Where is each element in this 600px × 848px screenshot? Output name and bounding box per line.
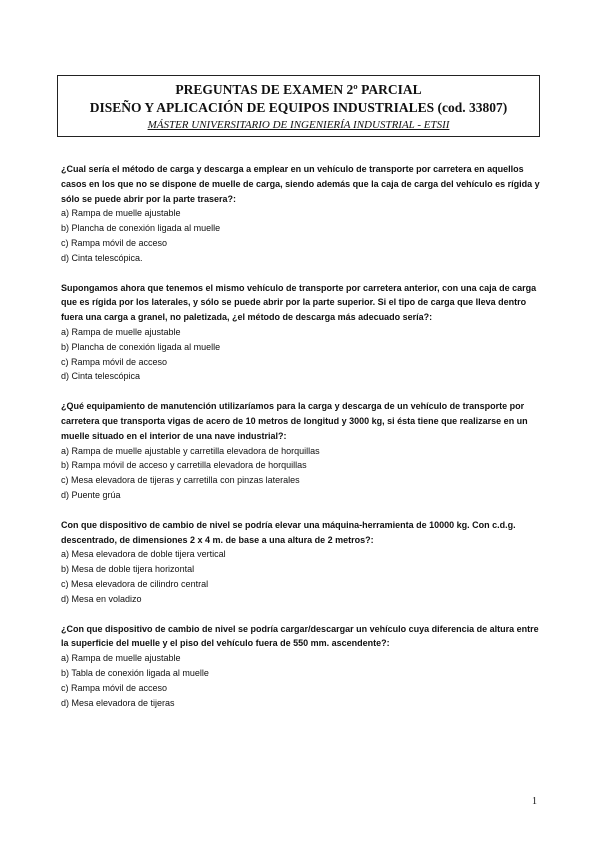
option-a: a) Rampa de muelle ajustable [61, 326, 181, 337]
question-1 [61, 162, 543, 266]
question-text: Con que dispositivo de cambio de nivel se podría elevar una máquina-herramienta de 10000 kg. Con c.d.g. descentrado, de dimensiones 2 x 4 m. de base a una altura de 2 metros?: [61, 519, 516, 545]
question-4 [61, 518, 543, 607]
header-box [57, 75, 540, 137]
option-c: c) Mesa elevadora de tijeras y carretilla con pinzas laterales [61, 475, 300, 486]
course-title: DISEÑO Y APLICACIÓN DE EQUIPOS INDUSTRIALES (cod. 33807) [89, 100, 508, 115]
program-title: MÁSTER UNIVERSITARIO DE INGENIERÍA INDUSTRIAL - ETSII [147, 119, 450, 131]
question-text: ¿Con que dispositivo de cambio de nivel se podría cargar/descargar un vehículo cuya diferencia de altura entre la superficie del muelle y el piso del vehículo fuera de 550 mm. ascendente?: [61, 623, 539, 649]
option-d: d) Mesa en voladizo [61, 593, 142, 604]
exam-title: PREGUNTAS DE EXAMEN 2º PARCIAL [175, 82, 422, 97]
question-text: ¿Qué equipamiento de manutención utilizaríamos para la carga y descarga de un vehículo de transporte por carretera que transporta vigas de acero de 10 metros de longitud y 3000 kg, si ésta tiene que realizarse en un muelle situado en el interior de una nave industrial?: [61, 401, 528, 441]
question-2 [61, 281, 543, 385]
option-d: d) Puente grúa [61, 489, 121, 500]
option-d: d) Cinta telescópica [61, 371, 141, 382]
option-c: c) Rampa móvil de acceso [61, 237, 168, 248]
question-3 [61, 399, 543, 503]
page-number: 1 [532, 796, 537, 807]
option-b: b) Tabla de conexión ligada al muelle [61, 667, 209, 678]
option-b: b) Rampa móvil de acceso y carretilla elevadora de horquillas [61, 460, 307, 471]
option-a: a) Rampa de muelle ajustable [61, 208, 181, 219]
option-a: a) Mesa elevadora de doble tijera vertical [61, 549, 226, 560]
option-d: d) Mesa elevadora de tijeras [61, 697, 175, 708]
question-text: ¿Cual sería el método de carga y descarga a emplear en un vehículo de transporte por carretera en aquellos casos en los que no se dispone de muelle de carga, siendo además que la caja de carga del vehículo es rígida y sólo se puede abrir por la parte trasera?: [61, 164, 540, 204]
option-b: b) Plancha de conexión ligada al muelle [61, 341, 221, 352]
option-c: c) Rampa móvil de acceso [61, 682, 168, 693]
option-c: c) Rampa móvil de acceso [61, 356, 168, 367]
option-d: d) Cinta telescópica. [61, 252, 143, 263]
option-c: c) Mesa elevadora de cilindro central [61, 578, 209, 589]
question-text: Supongamos ahora que tenemos el mismo vehículo de transporte por carretera anterior, con una caja de carga que es rígida por los laterales, y sólo se puede abrir por la parte superior. Si el tipo de carga que lleva dentro fuera una carga a granel, no paletizada, ¿el método de descarga más adecuado sería?: [61, 282, 537, 323]
option-b: b) Mesa de doble tijera horizontal [61, 564, 195, 575]
question-5 [61, 622, 543, 711]
option-a: a) Rampa de muelle ajustable [61, 653, 181, 664]
option-a: a) Rampa de muelle ajustable y carretilla elevadora de horquillas [61, 445, 320, 456]
questions-list [61, 162, 543, 725]
option-b: b) Plancha de conexión ligada al muelle [61, 223, 221, 234]
